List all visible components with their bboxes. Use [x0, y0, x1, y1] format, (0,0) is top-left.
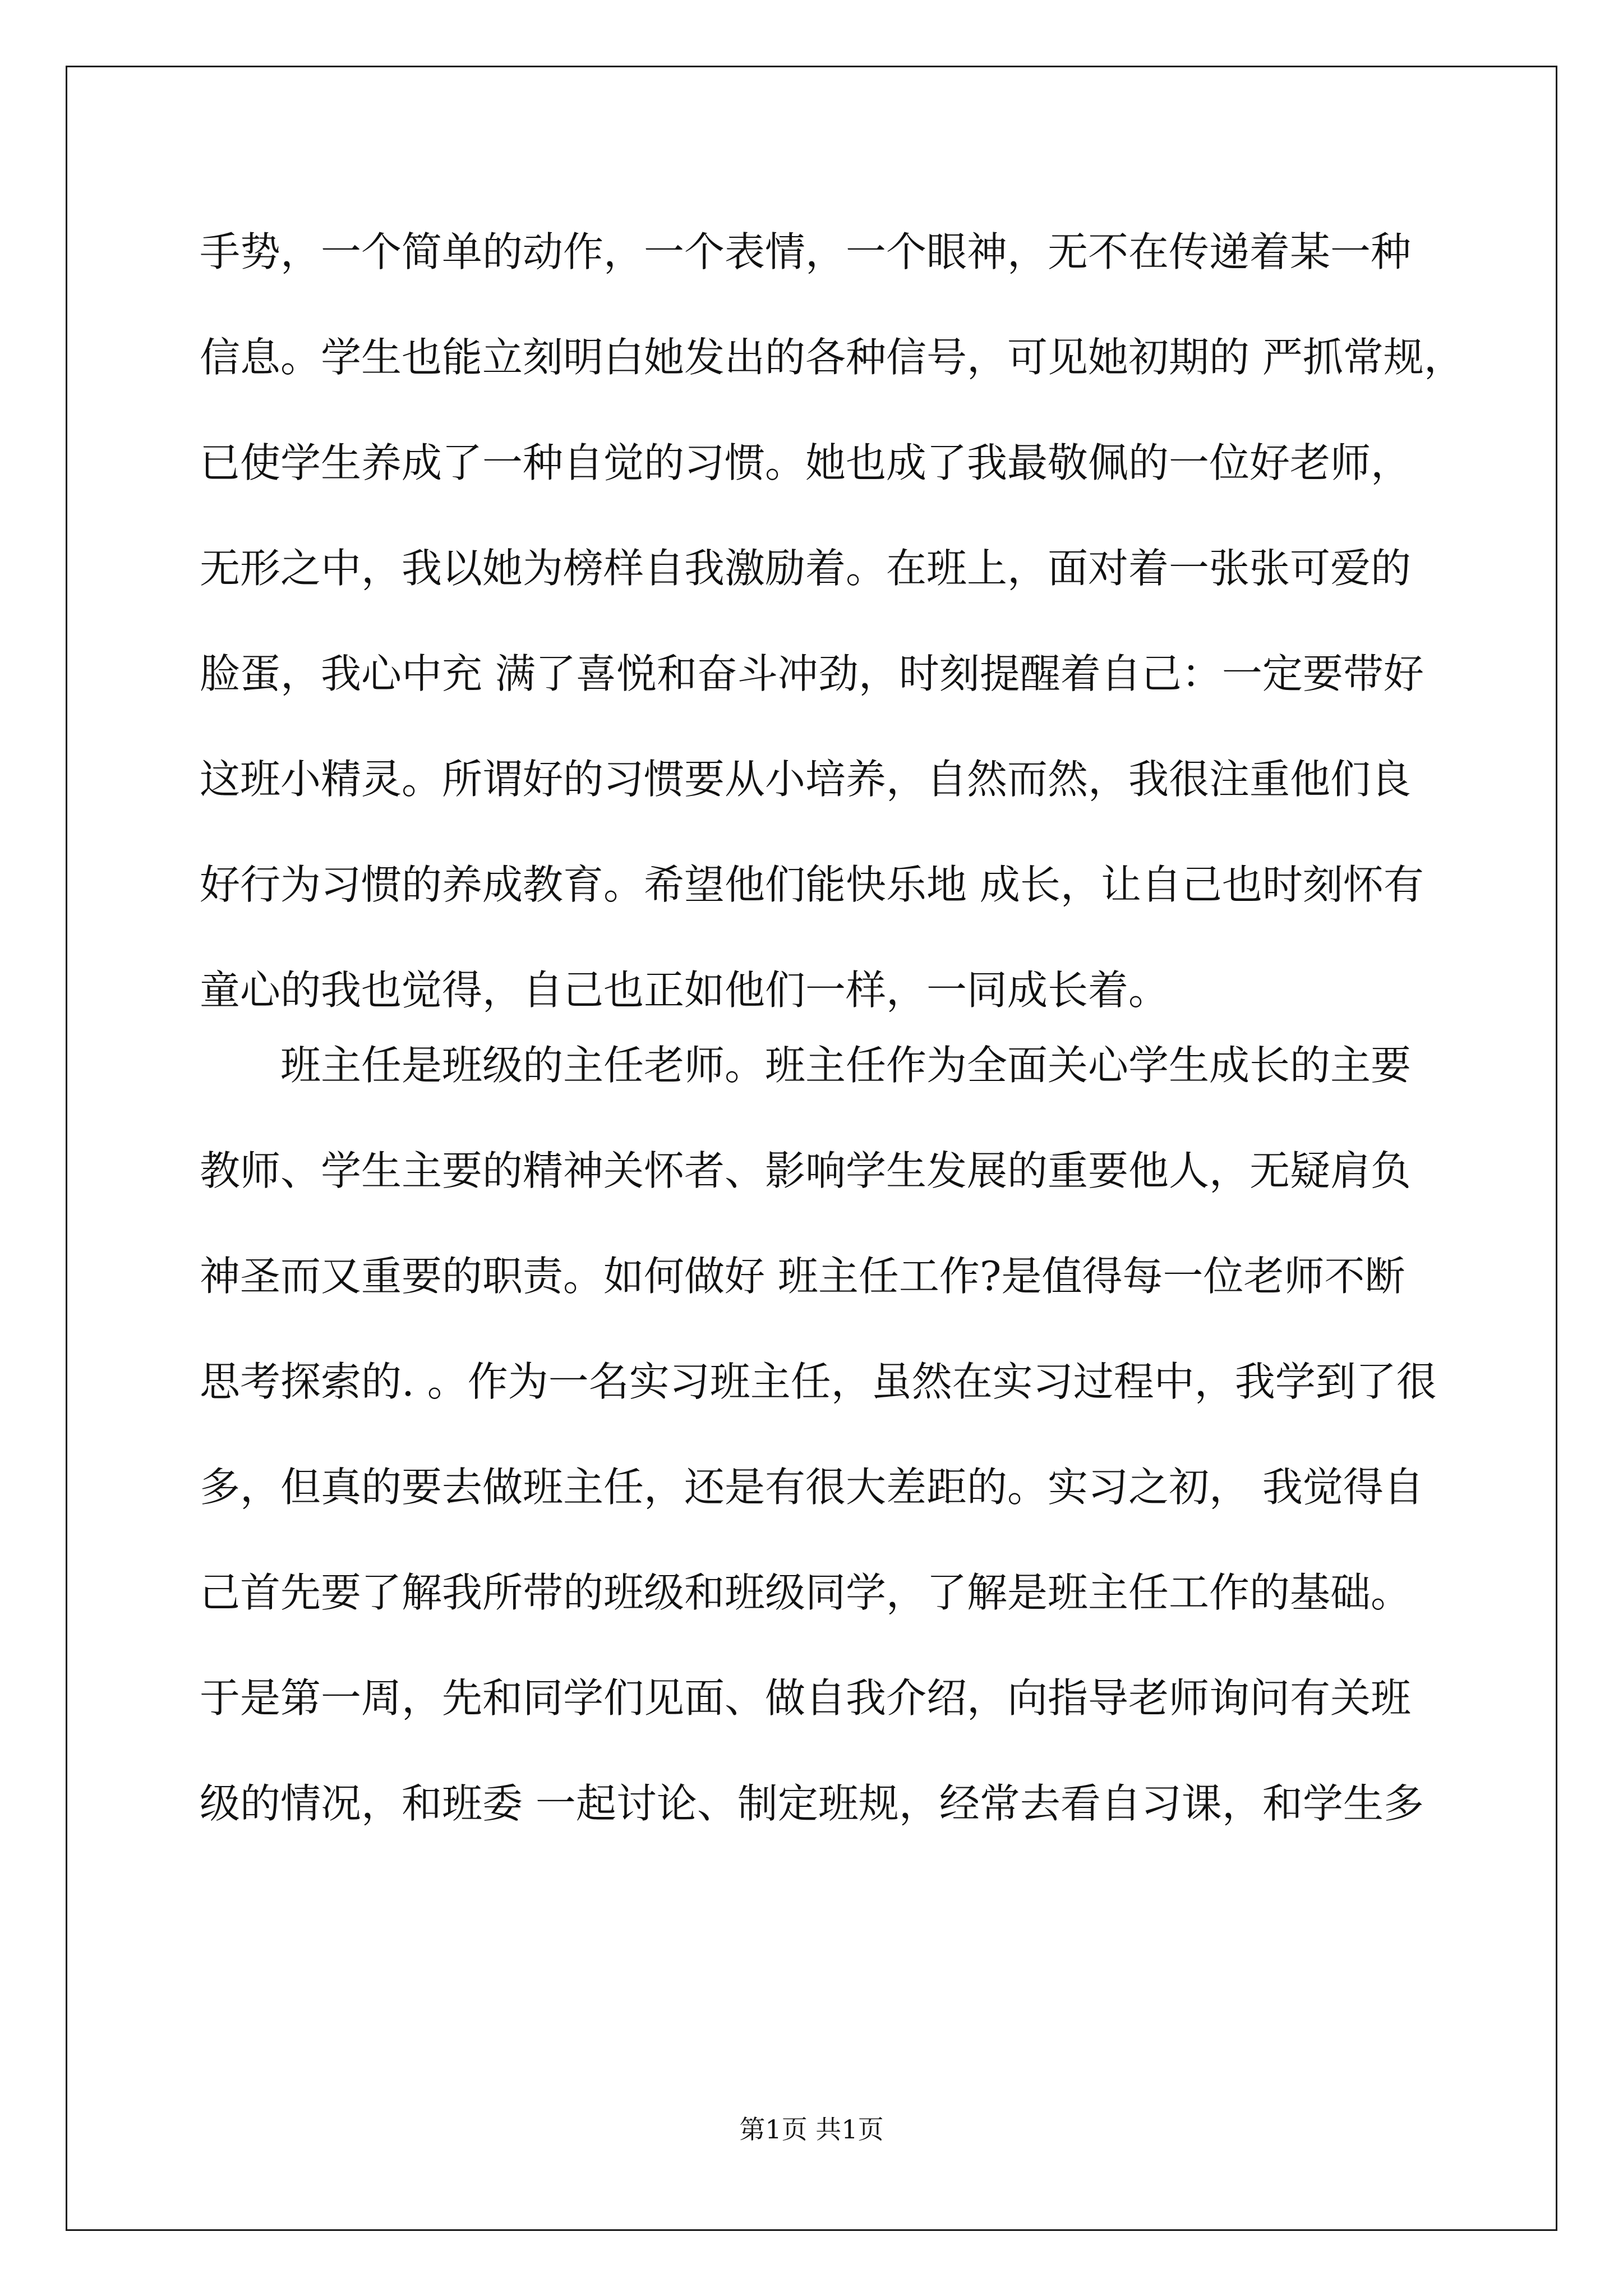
- paragraph-line: 于是第一周，先和同学们见面、做自我介绍，向指导老师询问有关班: [200, 1674, 1412, 1722]
- paragraph-line: 思考探索的. 。作为一名实习班主任，虽然在实习过程中，我学到了很: [200, 1358, 1437, 1405]
- paragraph-line: 这班小精灵。所谓好的习惯要从小培养，自然而然，我很注重他们良: [200, 756, 1412, 803]
- paragraph-1: [200, 199, 1464, 1043]
- paragraph-line: 脸蛋，我心中充 满了喜悦和奋斗冲劲，时刻提醒着自己：一定要带好: [200, 650, 1424, 697]
- paragraph-line: 无形之中，我以她为榜样自我激励着。在班上，面对着一张张可爱的: [200, 545, 1412, 592]
- paragraph-line: 级的情况，和班委 一起讨论、制定班规，经常去看自习课，和学生多: [200, 1780, 1424, 1827]
- paragraph-line: 班主任是班级的主任老师。班主任作为全面关心学生成长的主要: [280, 1042, 1412, 1089]
- paragraph-line: 童心的我也觉得，自己也正如他们一样，一同成长着。: [200, 967, 1169, 1014]
- paragraph-line: 教师、学生主要的精神关怀者、影响学生发展的重要他人，无疑肩负: [200, 1147, 1412, 1194]
- paragraph-line: 手势，一个简单的动作，一个表情，一个眼神，无不在传递着某一种: [200, 228, 1412, 275]
- paragraph-2: [200, 1013, 1437, 1856]
- paragraph-line: 多，但真的要去做班主任，还是有很大差距的。实习之初， 我觉得自: [200, 1464, 1424, 1511]
- paragraph-line: 好行为习惯的养成教育。希望他们能快乐地 成长，让自己也时刻怀有: [200, 861, 1424, 908]
- paragraph-line: 信息。学生也能立刻明白她发出的各种信号，可见她初期的 严抓常规，: [200, 334, 1464, 381]
- paragraph-line: 已使学生养成了一种自觉的习惯。她也成了我最敬佩的一位好老师，: [200, 439, 1412, 486]
- paragraph-line: 己首先要了解我所带的班级和班级同学，了解是班主任工作的基础。: [200, 1569, 1412, 1616]
- paragraph-line: 神圣而又重要的职责。如何做好 班主任工作?是值得每一位老师不断: [200, 1253, 1405, 1300]
- page-number-footer: 第1页 共1页: [739, 2114, 884, 2145]
